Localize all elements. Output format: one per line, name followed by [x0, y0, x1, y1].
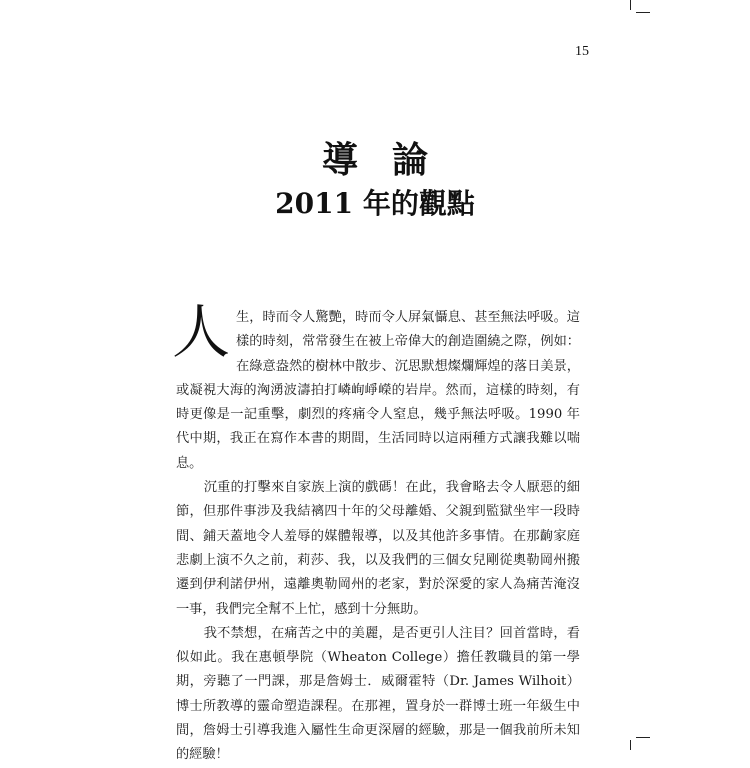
paragraph-1-text: 生，時而令人驚艷，時而令人屏氣懾息、甚至無法呼吸。這樣的時刻，常常發生在被上帝偉大的創造圍繞之際，例如：在綠意盎然的樹林中散步、沉思默想燦爛輝煌的落日美景，或凝視大海的洶湧波濤拍打嶙峋崢嶸的岩岸。然而，這樣的時刻，有時更像是一記重擊，劇烈的疼痛令人窒息，幾乎無法呼吸。1990 年代中期，我正在寫作本書的期間，生活同時以這兩種方式讓我難以喘息。: [176, 310, 580, 471]
chapter-subtitle: 2011 年的觀點: [275, 187, 475, 220]
paragraph-3: 我不禁想，在痛苦之中的美麗，是否更引人注目？回首當時，看似如此。我在惠頓學院（Wheaton College）擔任教職員的第一學期，旁聽了一門課，那是詹姆士．威爾霍特（Dr. James Wilhoit）博士所教導的靈命塑造課程。在那裡，置身於一群博士班一年級生中間，詹姆士引導我進入屬性生命更深層的經驗，那是一個我前所未知的經驗！: [176, 625, 580, 763]
paragraph-2: 沉重的打擊來自家族上演的戲碼！在此，我會略去令人厭惡的細節，但那件事涉及我結褵四十年的父母離婚、父親到監獄坐牢一段時間、鋪天蓋地令人羞辱的媒體報導，以及其他許多事情。在那齣家庭悲劇上演不久之前，莉莎、我，以及我們的三個女兒剛從奧勒岡州搬遷到伊利諾伊州，遠離奧勒岡州的老家，對於深愛的家人為痛苦淹沒一事，我們完全幫不上忙，感到十分無助。: [176, 480, 580, 617]
crop-mark-top-horizontal: [636, 12, 650, 13]
chapter-title: 導論: [321, 139, 462, 181]
page-number: 15: [575, 44, 589, 59]
paragraph-1: [172, 298, 580, 476]
crop-mark-bottom-horizontal: [636, 737, 650, 738]
crop-mark-bottom-vertical: [630, 740, 631, 750]
drop-cap: 人: [172, 298, 231, 366]
crop-mark-top-vertical: [630, 0, 631, 10]
body-text: [172, 298, 580, 768]
